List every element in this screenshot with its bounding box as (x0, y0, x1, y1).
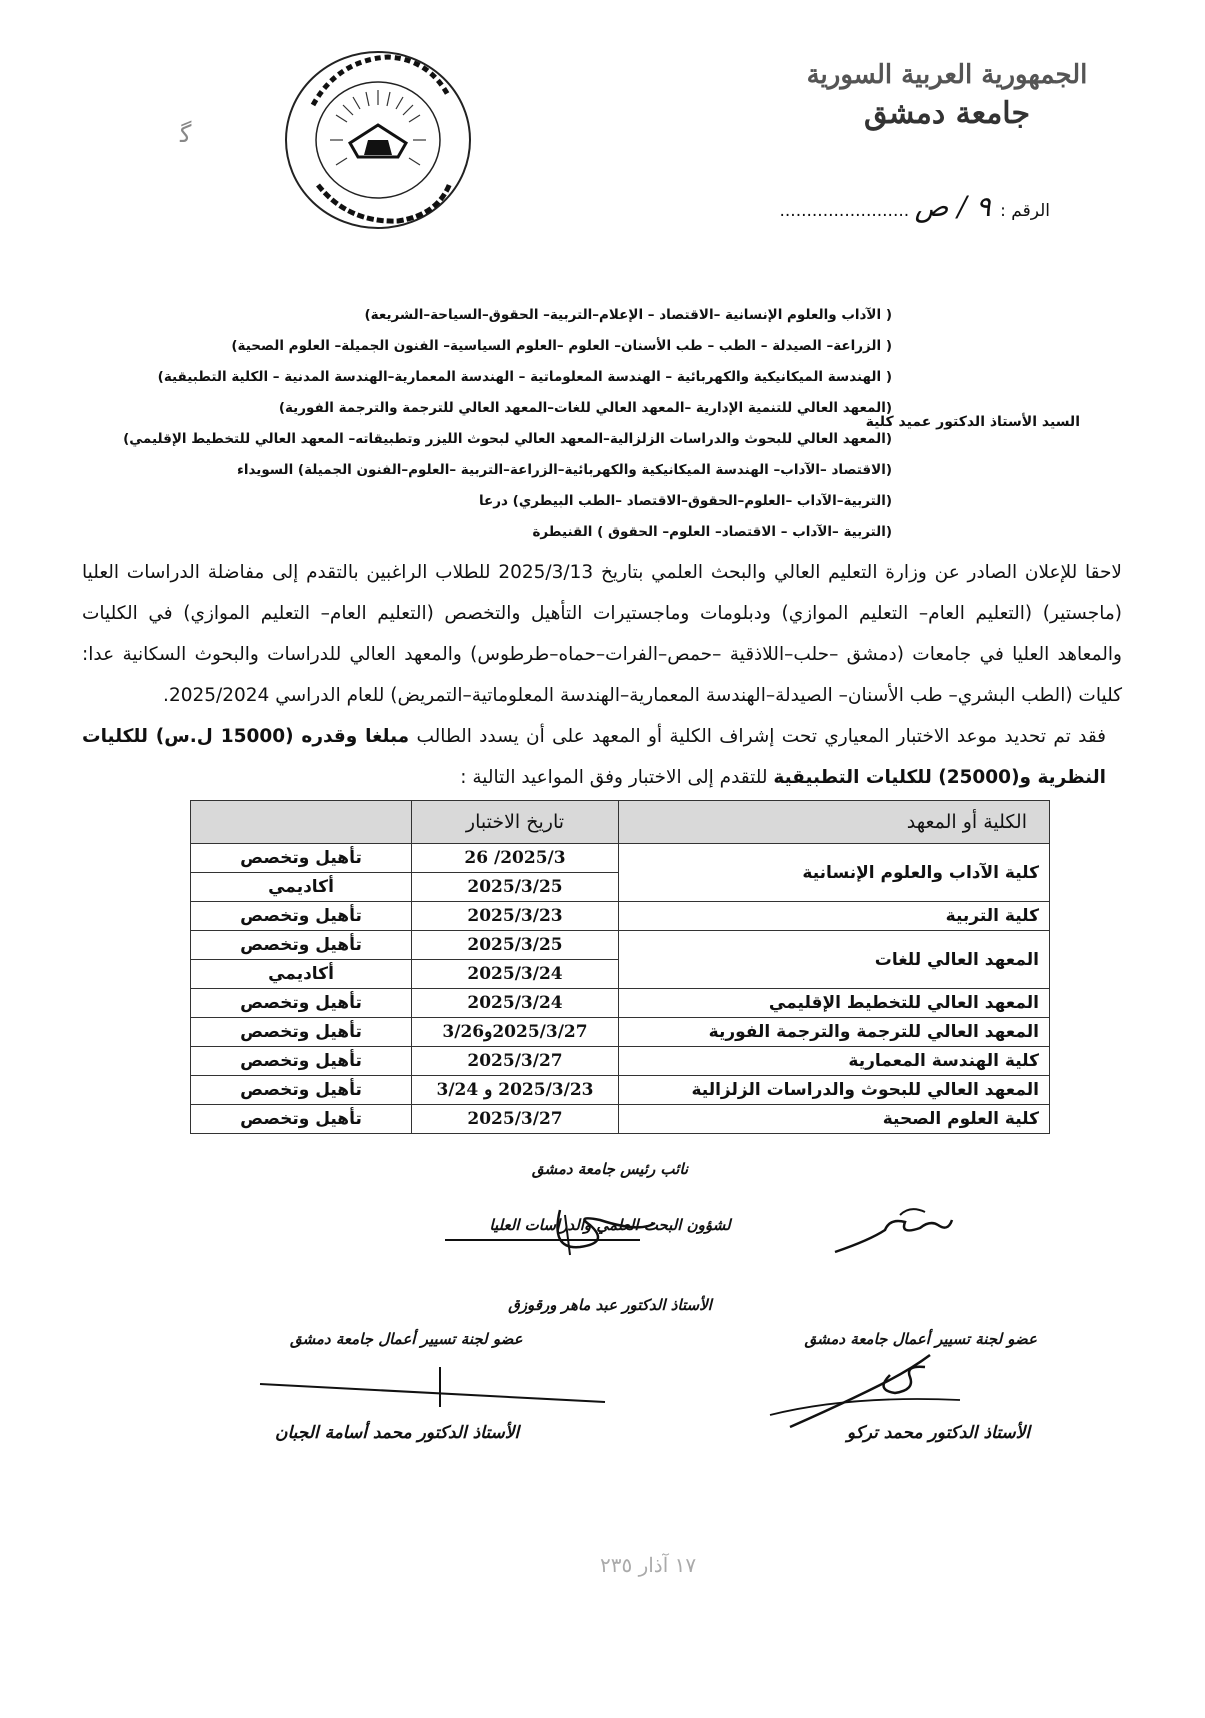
institution-cell: المعهد العالي للبحوث والدراسات الزلزالية (619, 1076, 1050, 1105)
type-cell: تأهيل وتخصص (191, 1105, 412, 1134)
registration-stamp: ١٧ آذار ٢٣٥ (600, 1553, 697, 1577)
type-cell: تأهيل وتخصص (191, 1047, 412, 1076)
vp-title-line-1: نائب رئيس جامعة دمشق (531, 1160, 689, 1178)
letterhead (797, 60, 1097, 131)
initial-scribble-icon (830, 1200, 960, 1260)
table-row (191, 931, 1050, 960)
right-member-title: عضو لجنة تسيير أعمال جامعة دمشق (804, 1330, 1037, 1348)
vp-name: الأستاذ الدكتور عبد ماهر ورقوزق (508, 1296, 712, 1314)
recipient-line: ( الهندسة الميكانيكية والكهربائية – الهندسة المعلوماتية – الهندسة المعمارية–الهندسة المدنية – الكلية التطبيقية) (157, 369, 892, 385)
header-date: تاريخ الاختبار (412, 801, 619, 844)
left-member-title: عضو لجنة تسيير أعمال جامعة دمشق (290, 1330, 523, 1348)
header-type (191, 801, 412, 844)
type-cell: تأهيل وتخصص (191, 1076, 412, 1105)
reference-value: ٩ / ص (914, 190, 991, 223)
type-cell: أكاديمي (191, 960, 412, 989)
date-cell: 2025/3/24 (412, 960, 619, 989)
reference-dots: ........................ (779, 201, 910, 221)
body-paragraph-2 (82, 716, 1122, 798)
vp-handwritten-signature-icon (440, 1195, 710, 1265)
type-cell: أكاديمي (191, 873, 412, 902)
recipient-line: (التربية –الآداب – الاقتصاد– العلوم– الحقوق ) القنيطرة (532, 524, 892, 540)
recipient-line: ( الآداب والعلوم الإنسانية –الاقتصاد – الإعلام–التربية– الحقوق–السياحة–الشريعة) (364, 307, 892, 323)
institution-cell: المعهد العالي للغات (619, 931, 1050, 989)
table-row (191, 1076, 1050, 1105)
left-member-name: الأستاذ الدكتور محمد أسامة الجبان (275, 1423, 520, 1443)
date-cell: 2025/3/ 26 (412, 844, 619, 873)
type-cell: تأهيل وتخصص (191, 902, 412, 931)
recipient-line: ( الزراعة– الصيدلة – الطب – طب الأسنان– العلوم –العلوم السياسية– الفنون الجميلة– العلوم الصحية) (231, 338, 892, 354)
type-cell: تأهيل وتخصص (191, 989, 412, 1018)
right-member-name: الأستاذ الدكتور محمد تركو (846, 1423, 1030, 1443)
recipient-line: (الاقتصاد –الآداب– الهندسة الميكانيكية والكهربائية–الزراعة–التربية –العلوم–الفنون الجميلة) السويداء (236, 462, 892, 478)
table-row (191, 844, 1050, 873)
date-cell: 2025/3/27 (412, 1047, 619, 1076)
institution-cell: كلية العلوم الصحية (619, 1105, 1050, 1134)
body-paragraph-2-start: فقد تم تحديد موعد الاختبار المعياري تحت إشراف الكلية أو المعهد على أن يسدد الطالب (409, 726, 1107, 747)
reference-number (779, 190, 1050, 223)
date-cell: 2025/3/23 (412, 902, 619, 931)
date-cell: 2025/3/25 (412, 873, 619, 902)
date-cell: 2025/3/23 و 3/24 (412, 1076, 619, 1105)
type-cell: تأهيل وتخصص (191, 844, 412, 873)
letter-body (82, 552, 1122, 798)
exam-schedule-table (190, 800, 1050, 1134)
table-row (191, 1047, 1050, 1076)
table-row (191, 902, 1050, 931)
corner-scribble: ﮔ (180, 120, 192, 148)
type-cell: تأهيل وتخصص (191, 931, 412, 960)
institution-cell: كلية التربية (619, 902, 1050, 931)
recipient-line: (المعهد العالي للتنمية الإدارية –المعهد العالي للغات–المعهد العالي للترجمة والترجمة الفورية) (278, 400, 892, 416)
fee-statement: مبلغا وقدره (15000 ل.س) للكليات النظرية و(25000) للكليات التطبيقية (82, 726, 1106, 788)
addressee: السيد الأستاذ الدكتور عميد كلية (865, 414, 1080, 430)
date-cell: 2025/3/27و3/26 (412, 1018, 619, 1047)
date-cell: 2025/3/25 (412, 931, 619, 960)
institution-cell: كلية الهندسة المعمارية (619, 1047, 1050, 1076)
university-seal-icon (278, 45, 478, 235)
body-paragraph-1: لاحقا للإعلان الصادر عن وزارة التعليم العالي والبحث العلمي بتاريخ 2025/3/13 للطلاب الراغبين بالتقدم إلى مفاضلة الدراسات العليا (ماجستير) (التعليم العام– التعليم الموازي) ودبلومات وماجستيرات التأهيل والتخصص (التعليم العام– التعليم الموازي) في الكليات والمعاهد العليا في جامعات (دمشق –حلب–اللاذقية –حمص–الفرات–حماه–طرطوس) والمعهد العالي للدراسات والبحوث السكانية عدا: كليات (الطب البشري– طب الأسنان– الصيدلة–الهندسة المعمارية–الهندسة المعلوماتية–التمريض) للعام الدراسي 2025/2024. (82, 562, 1122, 706)
table-row (191, 1105, 1050, 1134)
vp-title-line-2: لشؤون البحث العلمي والدراسات العليا (489, 1216, 731, 1234)
recipients-list (123, 300, 892, 548)
type-cell: تأهيل وتخصص (191, 1018, 412, 1047)
institution-cell: المعهد العالي للترجمة والترجمة الفورية (619, 1018, 1050, 1047)
header-institution: الكلية أو المعهد (619, 801, 1050, 844)
table-row (191, 989, 1050, 1018)
university-title: جامعة دمشق (864, 96, 1030, 131)
table-row (191, 1018, 1050, 1047)
recipient-line: (التربية–الآداب –العلوم–الحقوق–الاقتصاد –الطب البيطري) درعا (478, 493, 892, 509)
institution-cell: المعهد العالي للتخطيط الإقليمي (619, 989, 1050, 1018)
left-handwritten-signature-icon (255, 1362, 615, 1422)
table-header-row (191, 801, 1050, 844)
reference-label: الرقم : (1000, 201, 1050, 221)
body-paragraph-2-end: للتقدم إلى الاختبار وفق المواعيد التالية : (460, 767, 774, 788)
date-cell: 2025/3/27 (412, 1105, 619, 1134)
republic-title: الجمهورية العربية السورية (806, 60, 1088, 90)
recipient-line: (المعهد العالي للبحوث والدراسات الزلزالية–المعهد العالي لبحوث الليزر وتطبيقاته– المعهد العالي للتخطيط الإقليمي) (123, 431, 892, 447)
date-cell: 2025/3/24 (412, 989, 619, 1018)
institution-cell: كلية الآداب والعلوم الإنسانية (619, 844, 1050, 902)
right-handwritten-signature-icon (760, 1345, 980, 1435)
